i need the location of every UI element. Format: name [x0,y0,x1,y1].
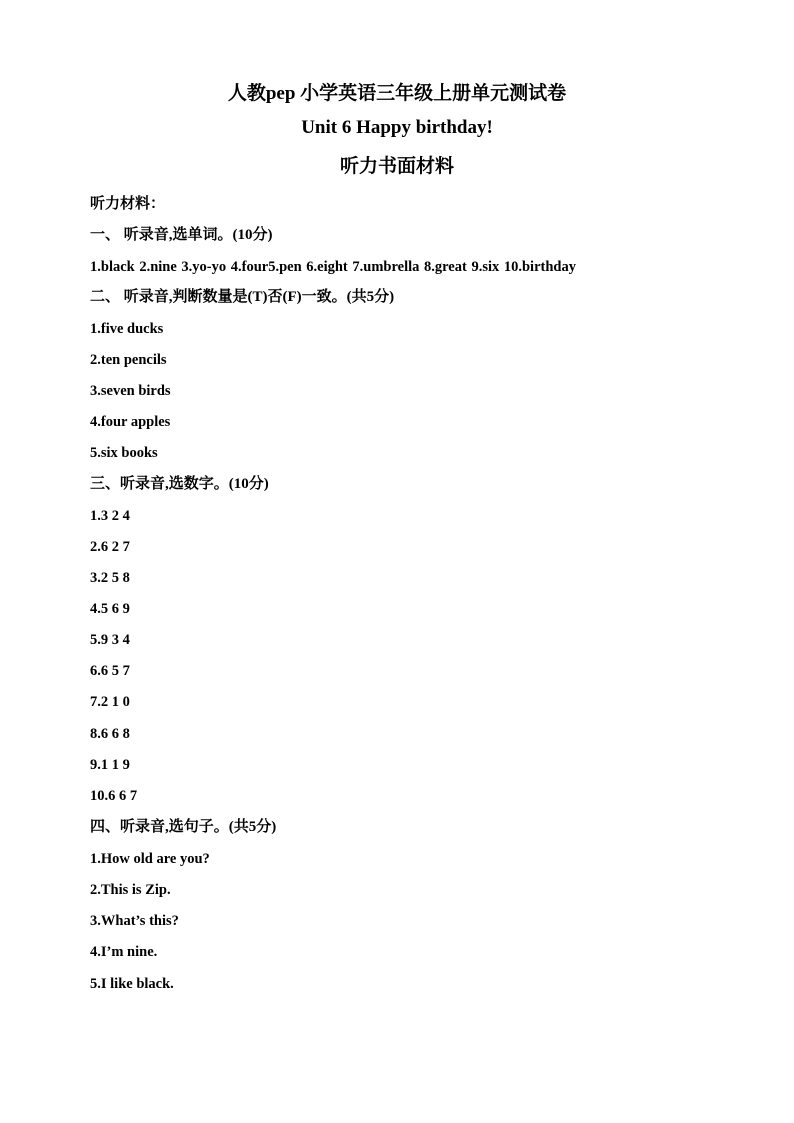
list-item: 4.I’m nine. [90,944,158,960]
list-item: 2.This is Zip. [90,882,171,898]
list-item: 3.2 5 8 [90,570,130,586]
document-subtitle: 听力书面材料 [339,156,454,177]
list-item: 3.seven birds [90,383,171,399]
list-item: 9.1 1 9 [90,757,130,773]
document-title: 人教pep 小学英语三年级上册单元测试卷 [227,83,567,104]
list-item: 10.6 6 7 [90,788,138,804]
list-item: 4.four apples [90,414,171,430]
list-item: 2.6 2 7 [90,539,130,555]
list-item: 2.ten pencils [90,352,167,368]
list-item: 4.5 6 9 [90,601,130,617]
list-item: 7.2 1 0 [90,694,130,710]
list-item: 1.How old are you? [90,851,210,867]
list-item: 5.I like black. [90,976,174,992]
list-item: 5.9 3 4 [90,632,130,648]
list-item: 5.six books [90,445,158,461]
section-2-heading: 二、 听录音,判断数量是(T)否(F)一致。(共5分) [90,289,395,305]
list-item: 1.five ducks [90,321,164,337]
list-item: 1.3 2 4 [90,508,130,524]
section-1-words: 1.black 2.nine 3.yo-yo 4.four5.pen 6.eight 7.umbrella 8.great 9.six 10.birthday [90,259,576,275]
list-item: 8.6 6 8 [90,726,130,742]
list-item: 3.What’s this? [90,913,179,929]
list-item: 6.6 5 7 [90,663,130,679]
section-4-heading: 四、听录音,选句子。(共5分) [90,819,277,835]
unit-title: Unit 6 Happy birthday! [301,117,493,138]
section-1-heading: 一、 听录音,选单词。(10分) [90,227,273,243]
intro-label: 听力材料： [90,196,166,212]
section-3-heading: 三、听录音,选数字。(10分) [90,476,269,492]
